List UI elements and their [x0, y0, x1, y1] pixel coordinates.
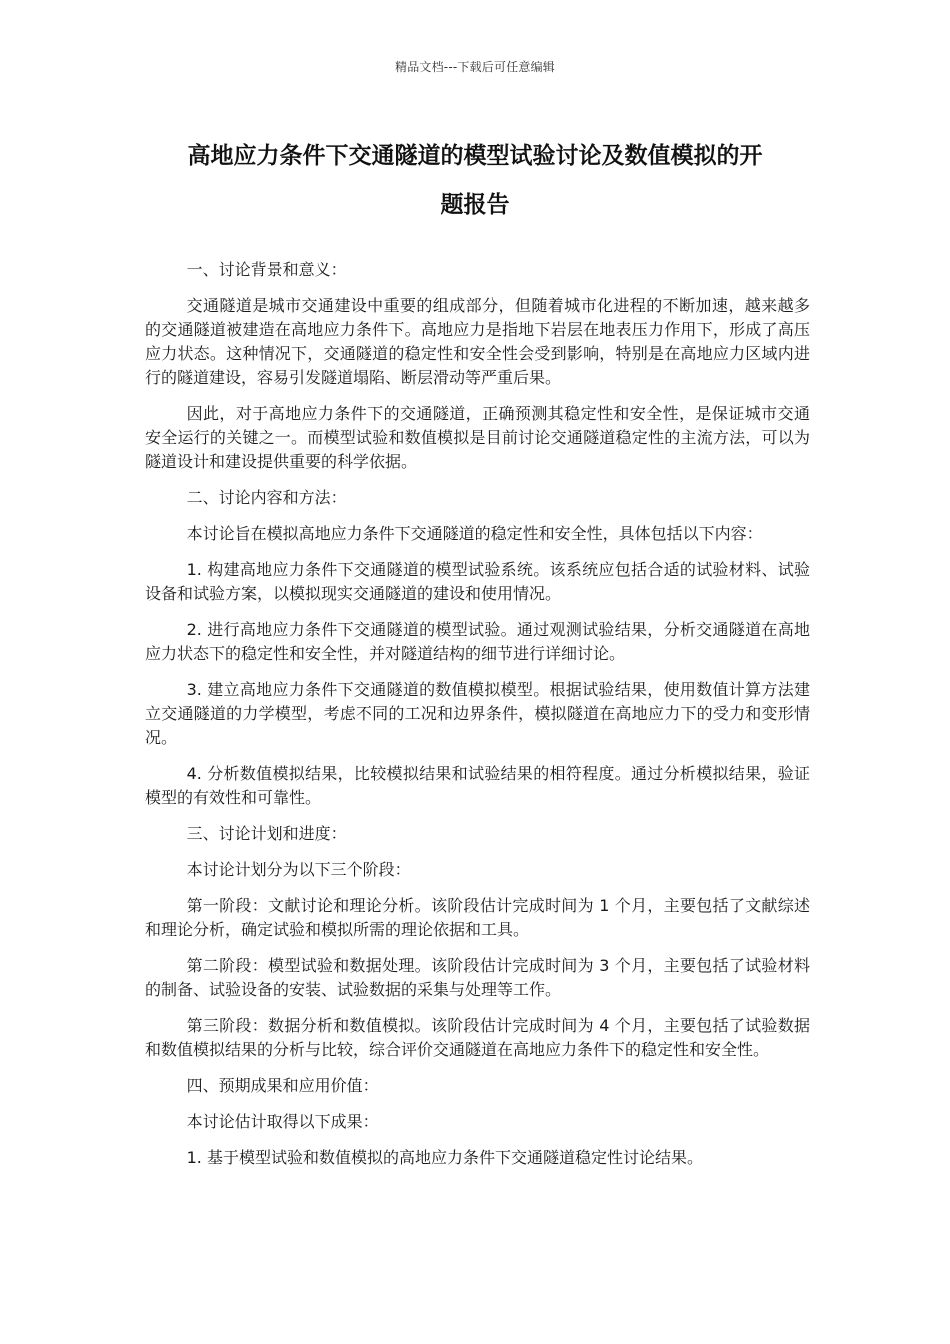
document-title-line-1: 高地应力条件下交通隧道的模型试验讨论及数值模拟的开 — [187, 143, 763, 169]
section-heading-content-methods: 二、讨论内容和方法： — [186, 488, 347, 507]
document-body — [145, 258, 810, 1182]
paragraph-phase-3: 第三阶段：数据分析和数值模拟。该阶段估计完成时间为 4 个月，主要包括了试验数据和数值模拟结果的分析与比较，综合评价交通隧道在高地应力条件下的稳定性和安全性。 — [145, 1016, 810, 1059]
paragraph-phase-1: 第一阶段：文献讨论和理论分析。该阶段估计完成时间为 1 个月，主要包括了文献综述和理论分析，确定试验和模拟所需的理论依据和工具。 — [145, 896, 810, 939]
list-item-result-1: 1. 基于模型试验和数值模拟的高地应力条件下交通隧道稳定性讨论结果。 — [186, 1148, 703, 1167]
paragraph-results-intro: 本讨论估计取得以下成果： — [186, 1112, 379, 1131]
paragraph-background-2: 因此，对于高地应力条件下的交通隧道，正确预测其稳定性和安全性，是保证城市交通安全运行的关键之一。而模型试验和数值模拟是目前讨论交通隧道稳定性的主流方法，可以为隧道设计和建设提供重要的科学依据。 — [145, 404, 810, 471]
document-title-line-2: 题报告 — [440, 192, 510, 218]
page-header: 精品文档---下载后可任意编辑 — [395, 60, 555, 74]
section-heading-background: 一、讨论背景和意义： — [186, 260, 347, 279]
section-heading-expected-results: 四、预期成果和应用价值： — [186, 1076, 379, 1095]
paragraph-phase-2: 第二阶段：模型试验和数据处理。该阶段估计完成时间为 3 个月，主要包括了试验材料的制备、试验设备的安装、试验数据的采集与处理等工作。 — [145, 956, 810, 999]
paragraph-content-intro: 本讨论旨在模拟高地应力条件下交通隧道的稳定性和安全性，具体包括以下内容： — [186, 524, 763, 543]
document-title — [140, 132, 810, 230]
paragraph-background-1: 交通隧道是城市交通建设中重要的组成部分，但随着城市化进程的不断加速，越来越多的交通隧道被建造在高地应力条件下。高地应力是指地下岩层在地表压力作用下，形成了高压应力状态。这种情况下，交通隧道的稳定性和安全性会受到影响，特别是在高地应力区域内进行的隧道建设，容易引发隧道塌陷、断层滑动等严重后果。 — [145, 296, 810, 387]
list-item-content-3: 3. 建立高地应力条件下交通隧道的数值模拟模型。根据试验结果，使用数值计算方法建立交通隧道的力学模型，考虑不同的工况和边界条件，模拟隧道在高地应力下的受力和变形情况。 — [145, 680, 810, 747]
list-item-content-1: 1. 构建高地应力条件下交通隧道的模型试验系统。该系统应包括合适的试验材料、试验设备和试验方案，以模拟现实交通隧道的建设和使用情况。 — [145, 560, 810, 603]
paragraph-plan-intro: 本讨论计划分为以下三个阶段： — [186, 860, 411, 879]
list-item-content-2: 2. 进行高地应力条件下交通隧道的模型试验。通过观测试验结果，分析交通隧道在高地应力状态下的稳定性和安全性，并对隧道结构的细节进行详细讨论。 — [145, 620, 810, 663]
section-heading-plan-schedule: 三、讨论计划和进度： — [186, 824, 347, 843]
list-item-content-4: 4. 分析数值模拟结果，比较模拟结果和试验结果的相符程度。通过分析模拟结果，验证模型的有效性和可靠性。 — [145, 764, 810, 807]
